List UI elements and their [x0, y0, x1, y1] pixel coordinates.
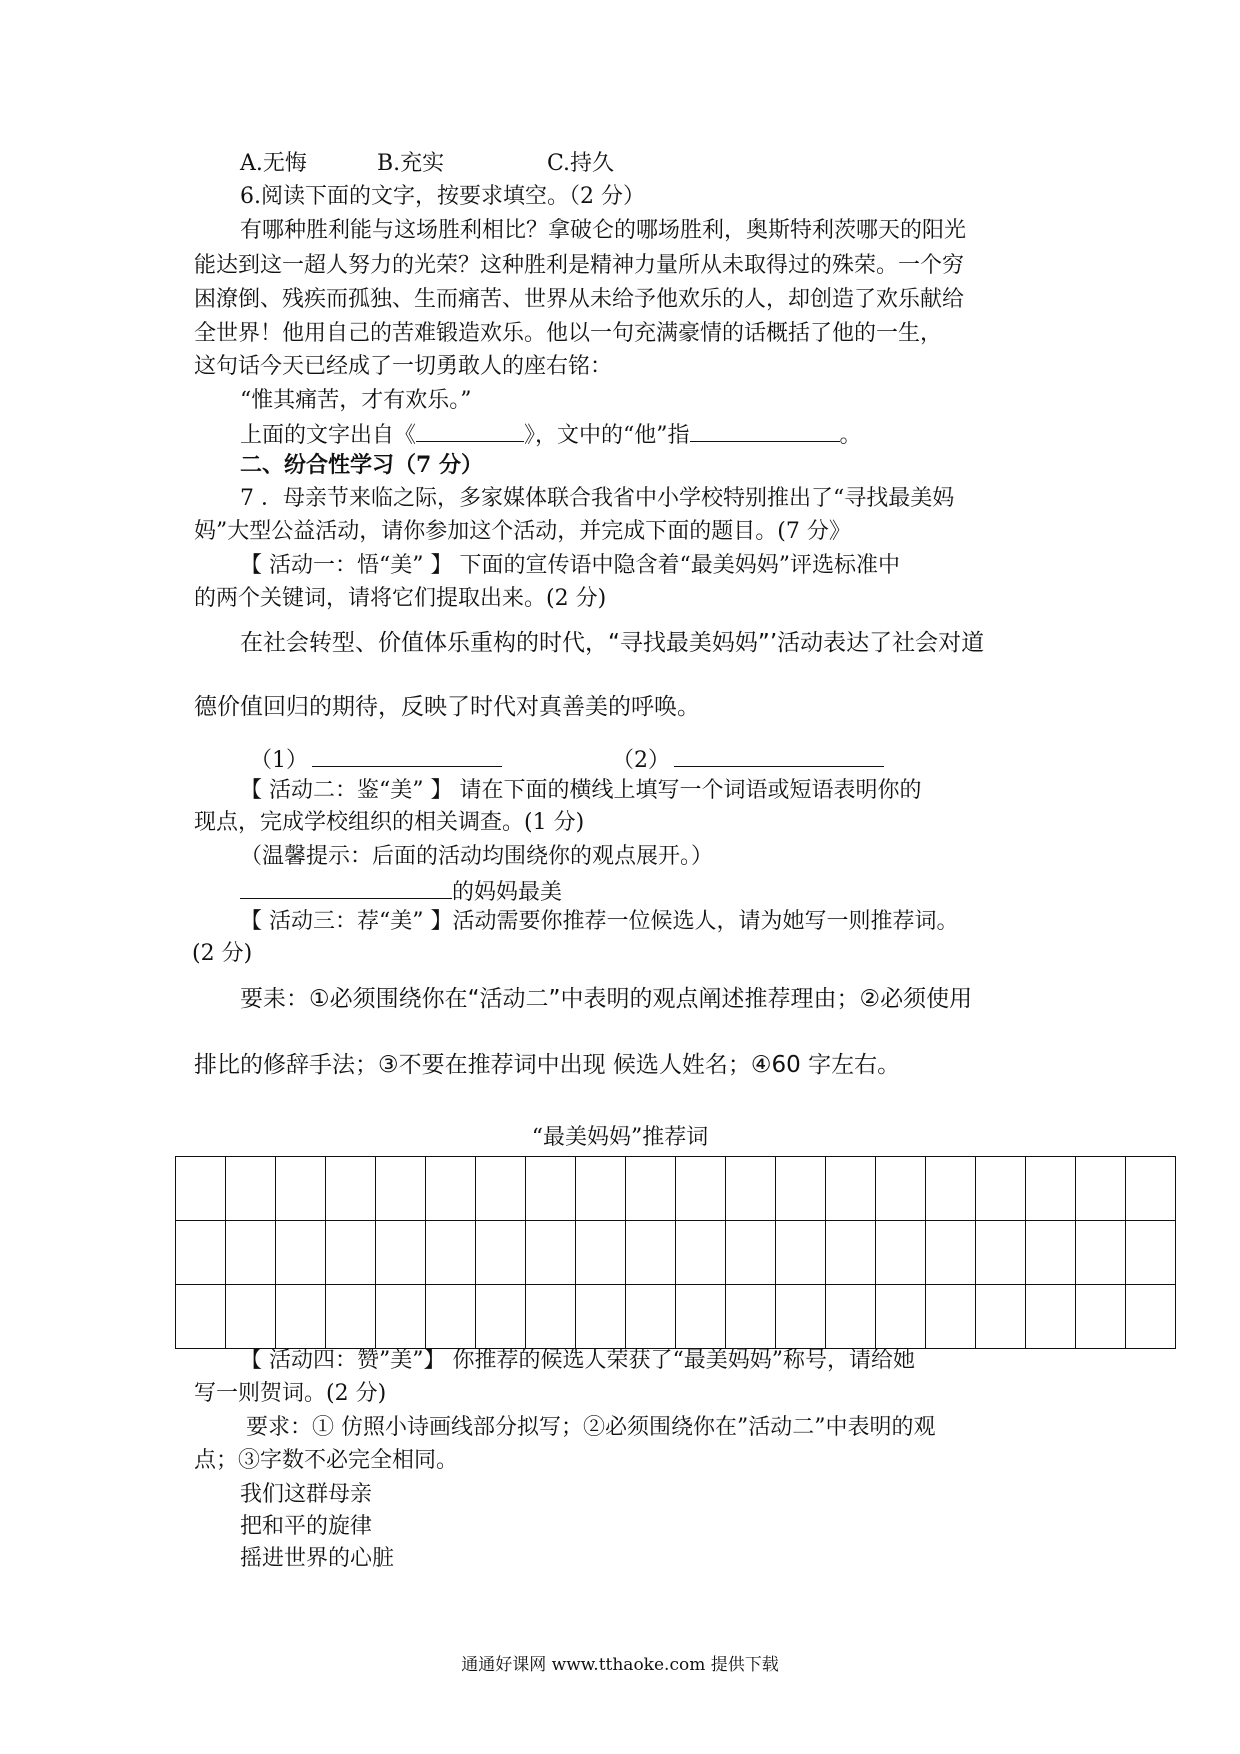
- option-b: B.充实: [377, 151, 445, 176]
- activity4-line: 写一则贺词。(2 分): [194, 1381, 387, 1406]
- grid-cell[interactable]: [176, 1221, 226, 1285]
- grid-cell[interactable]: [726, 1221, 776, 1285]
- q6-quote: “惟其痛苦，才有欢乐。”: [240, 388, 472, 413]
- activity2-line: 【 活动二：鉴“美” 】 请在下面的横线上填写一个词语或短语表明你的: [240, 778, 922, 803]
- q6-para-line: 这句话今天已经成了一切勇敢人的座右铭：: [194, 354, 613, 379]
- grid-cell[interactable]: [876, 1221, 926, 1285]
- grid-cell[interactable]: [776, 1285, 826, 1349]
- grid-cell[interactable]: [276, 1221, 326, 1285]
- opinion-blank[interactable]: [240, 874, 452, 899]
- grid-title: “最美妈妈”推荐词: [531, 1125, 709, 1150]
- grid-cell[interactable]: [276, 1157, 326, 1221]
- grid-cell[interactable]: [1076, 1285, 1126, 1349]
- grid-cell[interactable]: [926, 1157, 976, 1221]
- grid-cell[interactable]: [426, 1221, 476, 1285]
- activity2-line: 现点，完成学校组织的相关调查。(1 分): [194, 810, 585, 835]
- grid-cell[interactable]: [326, 1285, 376, 1349]
- grid-cell[interactable]: [976, 1157, 1026, 1221]
- grid-cell[interactable]: [426, 1285, 476, 1349]
- q6-fill-middle: 》，文中的“他”指: [524, 423, 690, 448]
- grid-cell[interactable]: [876, 1285, 926, 1349]
- requirement4-line: 点；③字数不必完全相同。: [194, 1448, 459, 1473]
- option-c: C.持久: [547, 151, 615, 176]
- q6-fill-line: [240, 417, 862, 452]
- grid-cell[interactable]: [176, 1157, 226, 1221]
- poem-line: 我们这群母亲: [240, 1482, 373, 1507]
- grid-cell[interactable]: [926, 1285, 976, 1349]
- requirement3-line: 排比的修辞手法；③不要在推荐词中出现 候选人姓名；④60 字左右。: [194, 1052, 901, 1078]
- q6-para-line: 困潦倒、残疾而孤独、生而痛苦、世界从未给予他欢乐的人，却创造了欢乐献给: [194, 287, 965, 312]
- activity1-line: 【 活动一：悟“美” 】 下面的宣传语中隐含着“最美妈妈”评选标准中: [240, 553, 900, 578]
- q6-para-line: 能达到这一超人努力的光荣？这种胜利是精神力量所从未取得过的殊荣。一个穷: [194, 253, 965, 278]
- grid-cell[interactable]: [676, 1285, 726, 1349]
- grid-cell[interactable]: [1026, 1157, 1076, 1221]
- grid-cell[interactable]: [826, 1157, 876, 1221]
- slogan-line: 德价值回归的期待，反映了时代对真善美的呼唤。: [194, 694, 700, 720]
- grid-cell[interactable]: [576, 1285, 626, 1349]
- q6-para-line: 有哪种胜利能与这场胜利相比？拿破仑的哪场胜利，奥斯特利茨哪天的阳光: [240, 218, 967, 243]
- grid-cell[interactable]: [1126, 1221, 1176, 1285]
- grid-cell[interactable]: [876, 1157, 926, 1221]
- grid-row: [176, 1157, 1176, 1221]
- q6-fill-end: 。: [839, 423, 862, 448]
- grid-cell[interactable]: [476, 1157, 526, 1221]
- grid-cell[interactable]: [926, 1221, 976, 1285]
- grid-cell[interactable]: [476, 1221, 526, 1285]
- grid-cell[interactable]: [576, 1221, 626, 1285]
- grid-cell[interactable]: [1026, 1221, 1076, 1285]
- grid-cell[interactable]: [626, 1157, 676, 1221]
- grid-cell[interactable]: [376, 1157, 426, 1221]
- keyword-blanks: [250, 742, 502, 777]
- tip-text: （温馨提示：后面的活动均围绕你的观点展开。）: [240, 844, 714, 869]
- grid-cell[interactable]: [176, 1285, 226, 1349]
- grid-cell[interactable]: [976, 1221, 1026, 1285]
- keyword-blanks-2: [612, 742, 884, 777]
- q6-heading: 6.阅读下面的文字，按要求填空。（2 分）: [240, 184, 645, 209]
- activity4-line: 【 活动四：赞”美”】 你推荐的候选人荣获了“最美妈妈”称号，请给她: [240, 1348, 915, 1373]
- grid-cell[interactable]: [276, 1285, 326, 1349]
- grid-cell[interactable]: [326, 1157, 376, 1221]
- q7-line: 7 ．母亲节来临之际，多家媒体联合我省中小学校特别推出了“寻找最美妈: [240, 486, 955, 511]
- keyword2-blank[interactable]: [674, 742, 884, 767]
- grid-cell[interactable]: [626, 1221, 676, 1285]
- grid-cell[interactable]: [826, 1285, 876, 1349]
- grid-row: [176, 1285, 1176, 1349]
- grid-cell[interactable]: [676, 1221, 726, 1285]
- grid-cell[interactable]: [776, 1157, 826, 1221]
- source-blank[interactable]: [416, 417, 524, 442]
- footer-text: 通通好课网 www.tthaoke.com 提供下载: [461, 1655, 779, 1675]
- requirement4-line: 要求：① 仿照小诗画线部分拟写；②必须围绕你在”活动二”中表明的观: [246, 1415, 936, 1440]
- grid-cell[interactable]: [576, 1157, 626, 1221]
- grid-cell[interactable]: [376, 1285, 426, 1349]
- grid-cell[interactable]: [226, 1221, 276, 1285]
- section2-title: 二、纷合性学习（7 分）: [240, 452, 483, 478]
- grid-cell[interactable]: [226, 1157, 276, 1221]
- grid-cell[interactable]: [976, 1285, 1026, 1349]
- activity3-line: (2 分): [192, 941, 253, 966]
- grid-cell[interactable]: [376, 1221, 426, 1285]
- grid-cell[interactable]: [776, 1221, 826, 1285]
- writing-grid[interactable]: [175, 1156, 1176, 1349]
- q5-options: [240, 148, 614, 180]
- grid-cell[interactable]: [726, 1157, 776, 1221]
- activity3-line: 【 活动三：荐“美” 】活动需要你推荐一位候选人，请为她写一则推荐词。: [240, 909, 959, 934]
- grid-cell[interactable]: [526, 1285, 576, 1349]
- grid-cell[interactable]: [1076, 1221, 1126, 1285]
- grid-cell[interactable]: [726, 1285, 776, 1349]
- requirement3-line: 要耒：①必须围绕你在“活动二”中表明的观点阐述推荐理由；②必须使用: [240, 986, 973, 1012]
- grid-cell[interactable]: [1076, 1157, 1126, 1221]
- option-a: A.无悔: [240, 151, 307, 176]
- grid-cell[interactable]: [426, 1157, 476, 1221]
- blank2-label: （2）: [612, 748, 670, 773]
- q6-para-line: 全世界！他用自己的苦难锻造欢乐。他以一句充满豪情的话概括了他的一生，: [194, 321, 943, 346]
- q7-line: 妈”大型公益活动，请你参加这个活动，并完成下面的题目。(7 分》: [194, 519, 851, 544]
- q6-fill-prefix: 上面的文字出自《: [240, 423, 417, 448]
- slogan-line: 在社会转型、价值体乐重构的时代，“寻找最美妈妈”’活动表达了社会对道: [240, 630, 985, 656]
- opinion-line: [240, 874, 562, 909]
- grid-cell[interactable]: [226, 1285, 276, 1349]
- keyword1-blank[interactable]: [312, 742, 502, 767]
- blank1-label: （1）: [250, 748, 308, 773]
- grid-cell[interactable]: [526, 1157, 576, 1221]
- grid-row: [176, 1221, 1176, 1285]
- activity1-line: 的两个关键词，请将它们提取出来。(2 分): [194, 586, 607, 611]
- poem-line: 把和平的旋律: [240, 1514, 373, 1539]
- grid-cell[interactable]: [326, 1221, 376, 1285]
- poem-line: 摇进世界的心脏: [240, 1546, 395, 1571]
- grid-cell[interactable]: [626, 1285, 676, 1349]
- grid-cell[interactable]: [676, 1157, 726, 1221]
- grid-cell[interactable]: [1026, 1285, 1076, 1349]
- person-blank[interactable]: [690, 417, 840, 442]
- grid-cell[interactable]: [476, 1285, 526, 1349]
- opinion-suffix: 的妈妈最美: [452, 880, 563, 905]
- grid-cell[interactable]: [826, 1221, 876, 1285]
- grid-cell[interactable]: [1126, 1285, 1176, 1349]
- grid-cell[interactable]: [526, 1221, 576, 1285]
- grid-cell[interactable]: [1126, 1157, 1176, 1221]
